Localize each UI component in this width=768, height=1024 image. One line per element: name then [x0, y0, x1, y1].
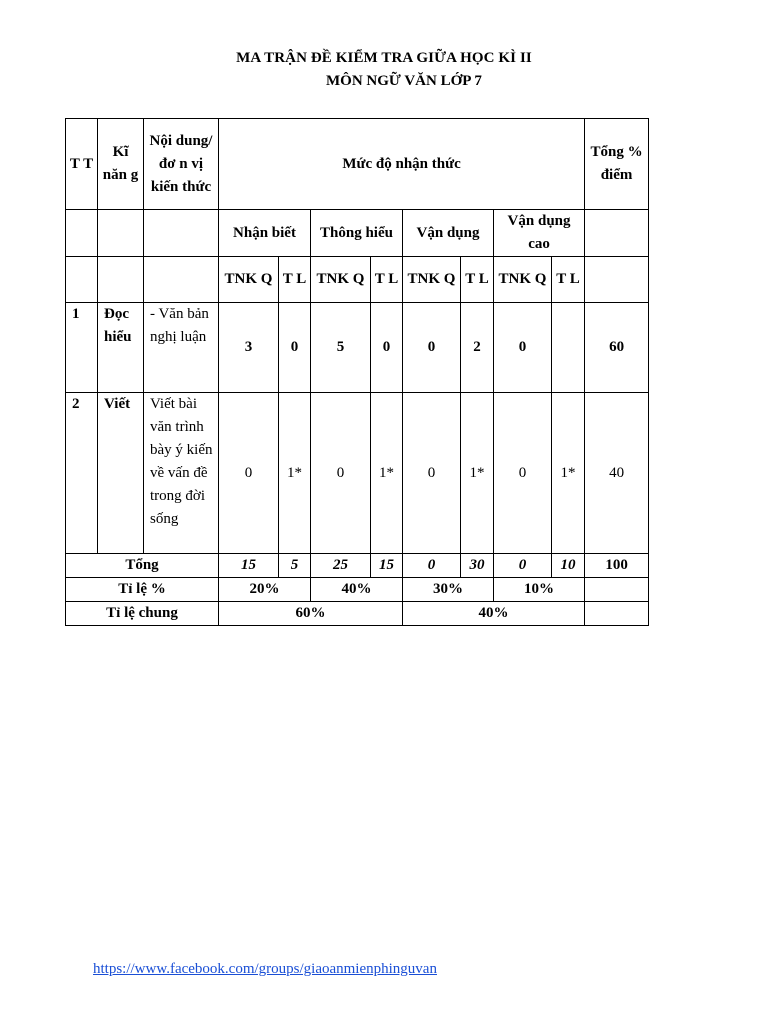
tile-label: Tỉ lệ %: [66, 578, 219, 602]
row-tong: 60: [585, 303, 649, 393]
level-van-dung-cao: Vận dụng cao: [494, 210, 585, 257]
tong-value: 0: [494, 554, 552, 578]
tong-value: 0: [403, 554, 461, 578]
empty-cell: [98, 210, 144, 257]
empty-cell: [144, 257, 219, 303]
header-tt: T T: [66, 119, 98, 210]
sub-header: TNK Q: [494, 257, 552, 303]
sub-header: T L: [552, 257, 585, 303]
row-noi-dung: Viết bài văn trình bày ý kiến về vấn đề trong đời sống: [144, 393, 219, 554]
tong-value: 5: [279, 554, 311, 578]
tong-value: 10: [552, 554, 585, 578]
row-ki-nang: Viết: [98, 393, 144, 554]
header-noi-dung: Nội dung/đơ n vị kiến thức: [144, 119, 219, 210]
empty-cell: [66, 257, 98, 303]
sub-header: T L: [371, 257, 403, 303]
tile-value: 20%: [219, 578, 311, 602]
sub-header: T L: [461, 257, 494, 303]
assessment-matrix-table: [65, 118, 649, 626]
cell-value: 3: [219, 303, 279, 393]
tile-row: [66, 578, 649, 602]
cell-value: 0: [219, 393, 279, 554]
header-ki-nang: Kĩ năn g: [98, 119, 144, 210]
level-thong-hieu: Thông hiểu: [311, 210, 403, 257]
header-row-3: [66, 257, 649, 303]
cell-value: 1*: [461, 393, 494, 554]
header-row-1: [66, 119, 649, 210]
cell-value: 5: [311, 303, 371, 393]
row-tt: 2: [66, 393, 98, 554]
tile-value: 40%: [311, 578, 403, 602]
header-muc-do: Mức độ nhận thức: [219, 119, 585, 210]
row-tong: 40: [585, 393, 649, 554]
cell-value: 1*: [552, 393, 585, 554]
tile-chung-value: 60%: [219, 602, 403, 626]
cell-value: 0: [311, 393, 371, 554]
cell-value: 0: [494, 393, 552, 554]
empty-cell: [585, 257, 649, 303]
cell-value: 1*: [279, 393, 311, 554]
row-noi-dung: - Văn bản nghị luận: [144, 303, 219, 393]
tong-label: Tổng: [66, 554, 219, 578]
table-row: [66, 303, 649, 393]
tong-value: 25: [311, 554, 371, 578]
cell-value: 0: [371, 303, 403, 393]
tile-chung-value: 40%: [403, 602, 585, 626]
empty-cell: [66, 210, 98, 257]
sub-header: TNK Q: [219, 257, 279, 303]
tile-value: 10%: [494, 578, 585, 602]
cell-value: 0: [279, 303, 311, 393]
cell-value: 1*: [371, 393, 403, 554]
tong-value: 30: [461, 554, 494, 578]
header-row-2: [66, 210, 649, 257]
tong-row: [66, 554, 649, 578]
empty-cell: [585, 578, 649, 602]
cell-value: 0: [403, 303, 461, 393]
row-ki-nang: Đọc hiểu: [98, 303, 144, 393]
empty-cell: [144, 210, 219, 257]
header-tong: Tổng % điểm: [585, 119, 649, 210]
level-van-dung: Vận dụng: [403, 210, 494, 257]
tile-chung-row: [66, 602, 649, 626]
tile-value: 30%: [403, 578, 494, 602]
sub-header: T L: [279, 257, 311, 303]
tong-value: 15: [371, 554, 403, 578]
empty-cell: [98, 257, 144, 303]
cell-value: [552, 303, 585, 393]
empty-cell: [585, 210, 649, 257]
sub-header: TNK Q: [311, 257, 371, 303]
empty-cell: [585, 602, 649, 626]
tong-value: 15: [219, 554, 279, 578]
sub-header: TNK Q: [403, 257, 461, 303]
document-subtitle: MÔN NGỮ VĂN LỚP 7: [326, 73, 482, 89]
cell-value: 0: [403, 393, 461, 554]
document-title: MA TRẬN ĐỀ KIỂM TRA GIỮA HỌC KÌ II: [236, 50, 532, 66]
cell-value: 0: [494, 303, 552, 393]
tong-total: 100: [585, 554, 649, 578]
tile-chung-label: Tỉ lệ chung: [66, 602, 219, 626]
facebook-group-link[interactable]: https://www.facebook.com/groups/giaoanmienphinguvan: [93, 961, 437, 977]
level-nhan-biet: Nhận biết: [219, 210, 311, 257]
cell-value: 2: [461, 303, 494, 393]
table-row: [66, 393, 649, 554]
row-tt: 1: [66, 303, 98, 393]
